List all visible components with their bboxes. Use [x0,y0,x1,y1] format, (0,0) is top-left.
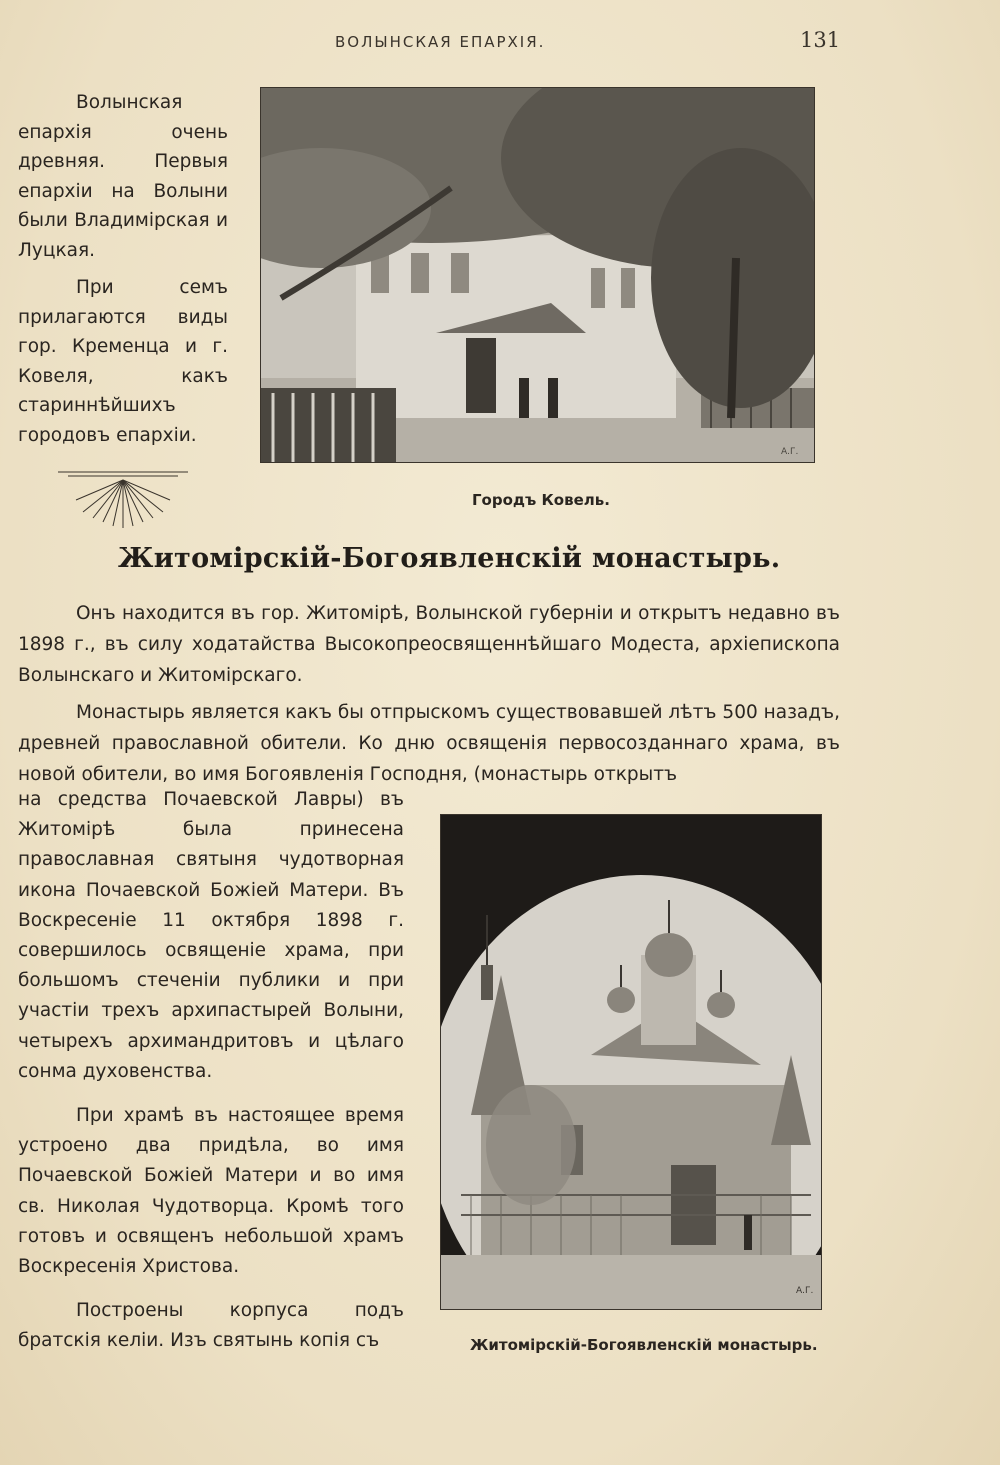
section-title: Житомірскій-Богоявленскій монастырь. [118,543,781,574]
section-body [18,598,840,796]
church-photo [440,814,822,1310]
column-text [18,785,404,1371]
kovel-caption: Городъ Ковель. [472,491,610,509]
kovel-photo [260,87,815,463]
church-caption: Житомірскій-Богоявленскій монастырь. [470,1336,818,1354]
sunburst-ornament-icon [58,470,188,530]
page-number: 131 [800,28,841,52]
intro-paragraph: При семъ прилагаются виды гор. Кременца и г. Ковеля, какъ стариннѣйшихъ городовъ епархіи. [18,277,228,446]
svg-text:А.Г.: А.Г. [781,447,799,457]
body-paragraph: Онъ находится въ гор. Житомірѣ, Волынской губерніи и открытъ недавно въ 1898 г., въ силу ходатайства Высокопреосвященнѣйшаго Модеста, архіепископа Волынскаго и Житомірскаго. [18,603,840,686]
body-paragraph: Монастырь является какъ бы отпрыскомъ существовавшей лѣтъ 500 назадъ, древней православной обители. Ко дню освященія первосозданнаго храма, въ новой обители, во имя Богоявленія Господня, (монастырь открытъ [18,702,840,785]
column-paragraph: При храмѣ въ настоящее время устроено два придѣла, во имя Почаевской Божіей Матери и во имя св. Николая Чудотворца. Кромѣ того готовъ и освященъ небольшой храмъ Воскресенія Христова. [18,1105,404,1278]
column-paragraph: на средства Почаевской Лавры) въ Житомірѣ была принесена православная святыня чудотворная икона Почаевской Божіей Матери. Въ Воскресеніе 11 октября 1898 г. совершилось освященіе храма, при большомъ стеченіи публики и при участіи трехъ архипастырей Волыни, четырехъ архимандритовъ и цѣлаго сонма духовенства. [18,789,404,1082]
svg-text:А.Г.: А.Г. [796,1286,814,1296]
running-header: ВОЛЫНСКАЯ ЕПАРХІЯ. [335,33,546,51]
intro-paragraph: Волынская епархія очень древняя. Первыя епархіи на Волыни были Владимірская и Луцкая. [18,92,228,261]
intro-text [18,88,228,458]
column-paragraph: Построены корпуса подъ братскія келіи. Изъ святынь копія съ [18,1300,404,1352]
